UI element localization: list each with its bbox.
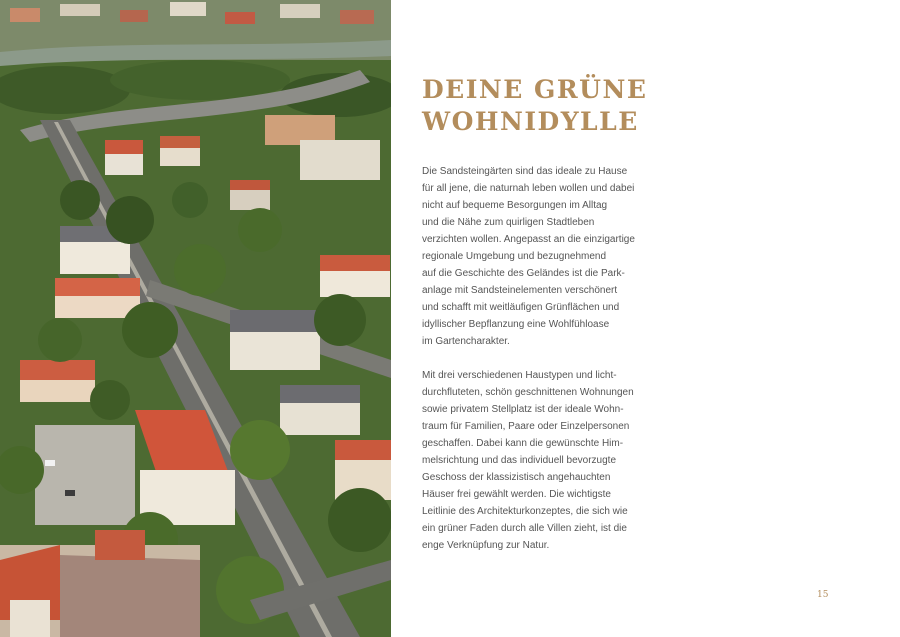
text-line: verzichten wollen. Angepasst an die einzigartige	[422, 234, 635, 245]
text-line: anlage mit Sandsteinelementen verschönert	[422, 285, 618, 296]
body-text	[422, 163, 672, 554]
text-line: auf die Geschichte des Geländes ist die Park-	[422, 268, 625, 279]
text-line: melsrichtung und das individuell bevorzugte	[422, 455, 617, 466]
paragraph-gap	[422, 350, 672, 367]
text-page	[391, 0, 900, 637]
text-line: für all jene, die naturnah leben wollen und dabei	[422, 183, 635, 194]
text-line: Leitlinie des Architekturkonzeptes, die sich wie	[422, 506, 628, 517]
text-line: und schafft mit weitläufigen Grünflächen und	[422, 302, 620, 313]
title-line: DEINE GRÜNE	[422, 75, 648, 104]
text-line: idyllischer Bepflanzung eine Wohlfühloase	[422, 319, 610, 330]
text-line: Häuser frei gewählt werden. Die wichtigste	[422, 489, 611, 500]
text-line: sowie privatem Stellplatz ist der ideale Wohn-	[422, 404, 624, 415]
paragraph-2	[422, 367, 672, 554]
text-line: geschaffen. Dabei kann die gewünschte Him-	[422, 438, 624, 449]
page-number: 15	[817, 590, 829, 600]
text-line: Die Sandsteingärten sind das ideale zu Hause	[422, 166, 628, 177]
text-line: und die Nähe zum quirligen Stadtleben	[422, 217, 595, 228]
title-line: WOHNIDYLLE	[422, 107, 639, 136]
text-line: nicht auf bequeme Besorgungen im Alltag	[422, 200, 608, 211]
paragraph-1	[422, 163, 672, 350]
aerial-photo	[0, 0, 391, 637]
text-line: ein grüner Faden durch alle Villen zieht, ist die	[422, 523, 627, 534]
text-line: durchfluteten, schön geschnittenen Wohnungen	[422, 387, 634, 398]
page-title	[422, 74, 722, 138]
text-line: enge Verknüpfung zur Natur.	[422, 540, 550, 551]
text-line: Mit drei verschiedenen Haustypen und licht-	[422, 370, 617, 381]
text-line: traum für Familien, Paare oder Einzelpersonen	[422, 421, 630, 432]
text-line: im Gartencharakter.	[422, 336, 510, 347]
text-line: Geschoss der klassizistisch angehauchten	[422, 472, 611, 483]
text-line: regionale Umgebung und bezugnehmend	[422, 251, 607, 262]
